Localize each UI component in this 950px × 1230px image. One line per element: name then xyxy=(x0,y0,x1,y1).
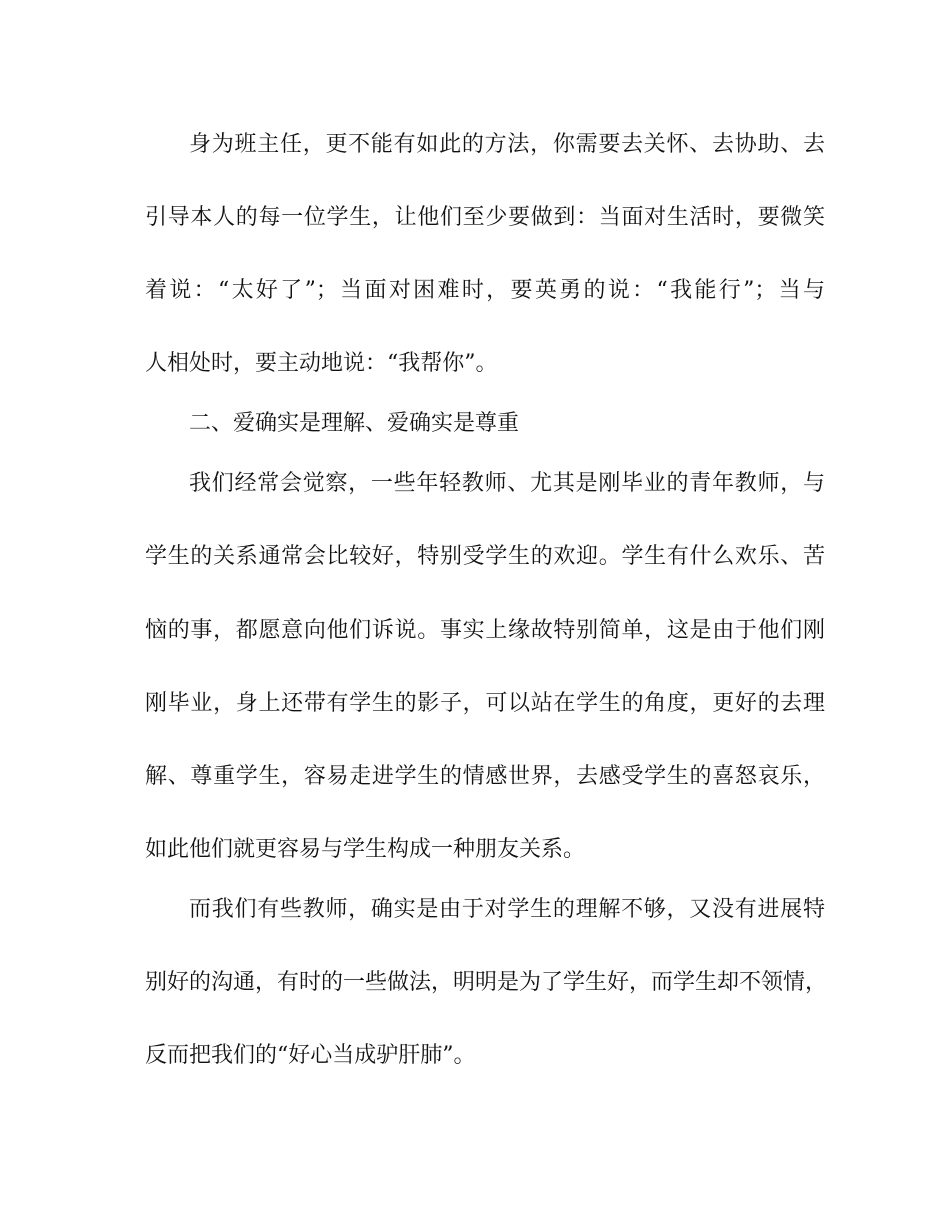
paragraph-line: 反而把我们的“好心当成驴肝肺”。 xyxy=(145,1043,476,1068)
paragraph-line: 着说：“太好了”；当面对困难时，要英勇的说：“我能行”；当与 xyxy=(145,278,825,303)
paragraph-line: 我们经常会觉察，一些年轻教师、尤其是刚毕业的青年教师，与 xyxy=(189,471,825,496)
paragraph-line: 刚毕业，身上还带有学生的影子，可以站在学生的角度，更好的去理 xyxy=(145,691,825,716)
paragraph-line: 恼的事，都愿意向他们诉说。事实上缘故特别简单，这是由于他们刚 xyxy=(145,618,825,643)
paragraph-line: 解、尊重学生，容易走进学生的情感世界，去感受学生的喜怒哀乐， xyxy=(145,764,825,789)
section-heading: 二、爱确实是理解、爱确实是尊重 xyxy=(189,411,520,436)
paragraph-line: 学生的关系通常会比较好，特别受学生的欢迎。学生有什么欢乐、苦 xyxy=(145,544,825,569)
paragraph-line: 而我们有些教师，确实是由于对学生的理解不够，又没有进展特 xyxy=(189,897,825,922)
paragraph-line: 别好的沟通，有时的一些做法，明明是为了学生好，而学生却不领情， xyxy=(145,970,828,995)
paragraph-line: 如此他们就更容易与学生构成一种朋友关系。 xyxy=(145,837,586,862)
paragraph-line: 身为班主任，更不能有如此的方法，你需要去关怀、去协助、去 xyxy=(189,132,825,157)
paragraph-line: 人相处时，要主动地说：“我帮你”。 xyxy=(145,351,498,376)
paragraph-line: 引导本人的每一位学生，让他们至少要做到：当面对生活时，要微笑 xyxy=(145,205,825,230)
